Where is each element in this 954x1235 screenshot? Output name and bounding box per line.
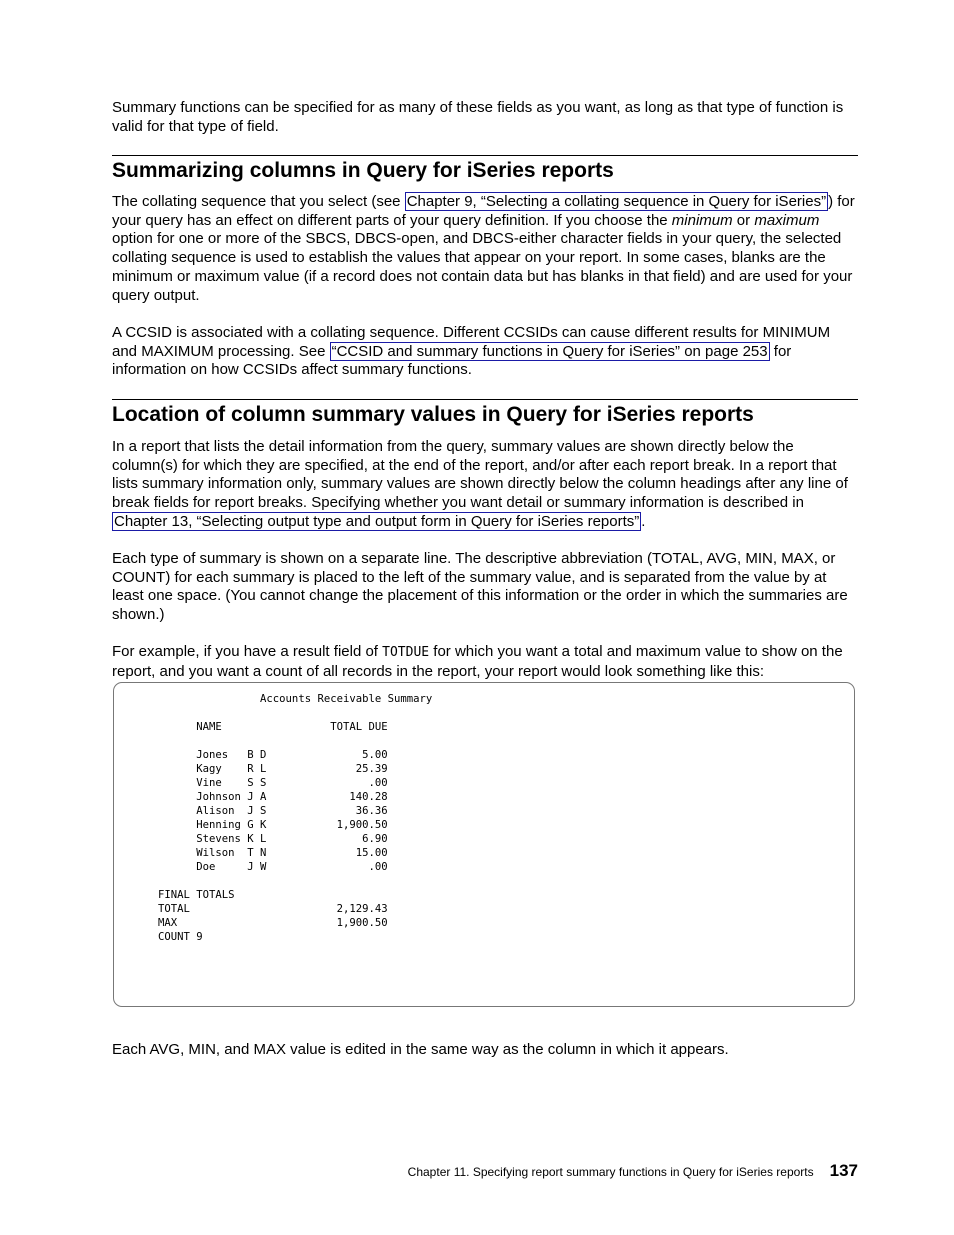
section-rule <box>112 399 858 400</box>
text-run: The collating sequence that you select (see <box>112 193 405 210</box>
section-heading-location: Location of column summary values in Query for iSeries reports <box>112 403 754 426</box>
chapter13-link[interactable]: Chapter 13, “Selecting output type and output form in Query for iSeries reports” <box>114 512 640 530</box>
ccsid-link[interactable]: “CCSID and summary functions in Query for iSeries” on page 253 <box>331 342 768 360</box>
text-run: For example, if you have a result field of <box>112 643 383 660</box>
page-footer <box>408 1161 858 1181</box>
emphasis-maximum: maximum <box>754 211 820 229</box>
section-heading-summarizing: Summarizing columns in Query for iSeries reports <box>112 159 614 182</box>
ccsid-paragraph <box>112 324 858 380</box>
text-run: or <box>732 211 755 229</box>
example-paragraph <box>112 643 858 681</box>
chapter9-link[interactable]: Chapter 9, “Selecting a collating sequence in Query for iSeries” <box>406 193 827 210</box>
emphasis-minimum: minimum <box>671 211 733 229</box>
location-paragraph <box>112 438 858 532</box>
section-rule <box>112 155 858 156</box>
field-name-code: TOTDUE <box>382 645 430 660</box>
text-run: for information on how CCSIDs affect summary functions. <box>112 342 792 379</box>
intro-paragraph: Summary functions can be specified for as many of these fields as you want, as long as that type of function is valid for that type of field. <box>112 99 844 135</box>
report-listing: Accounts Receivable Summary NAME TOTAL DUE Jones B D 5.00 Kagy R L 25.39 Vine S S .00 Johnson J A 140.28 Alison J S 36.36 Henning G K 1,900.50 Stevens K L 6.90 Wilson T N 15.00 Doe J W .00 FINAL TOTALS TOTAL 2,129.43 MAX 1,900.50 COUNT 9 <box>158 693 433 943</box>
text-run: ) for your query has an effect on different parts of your query definition. If you choose the <box>112 193 855 229</box>
text-run: A CCSID is associated with a collating sequence. Different CCSIDs can cause different results for MINIMUM and MAXIMUM processing. See <box>112 324 831 360</box>
page-number: 137 <box>829 1161 858 1180</box>
text-run: In a report that lists the detail information from the query, summary values are shown directly below the column(s) for which they are specified, at the end of the report, and/or after each report break. In a report that lists summary information only, summary values are shown directly below the column headings after any line of break fields for report breaks. Specifying whether you want detail or summary information is described in <box>112 438 848 512</box>
text-run: option for one or more of the SBCS, DBCS-open, and DBCS-either character fields in your query, the selected collating sequence is used to establish the values that appear on your report. In some cases, blanks are the minimum or maximum value (if a record does not contain data but has blanks in that field) and are used for your query output. <box>112 230 853 304</box>
text-run: . <box>641 512 646 530</box>
collating-paragraph <box>112 193 858 305</box>
summary-type-paragraph: Each type of summary is shown on a separate line. The descriptive abbreviation (TOTAL, AVG, MIN, MAX, or COUNT) for each summary is placed to the left of the summary value, and is separated from the value by at least one space. (You cannot change the placement of this information or the order in which the summaries are shown.) <box>112 550 848 624</box>
footer-chapter-title: Chapter 11. Specifying report summary functions in Query for iSeries reports <box>407 1165 814 1179</box>
closing-paragraph: Each AVG, MIN, and MAX value is edited in the same way as the column in which it appears. <box>112 1041 729 1058</box>
text-run: for which you want a total and maximum value to show on the report, and you want a count of all records in the report, your report would look something like this: <box>112 643 843 680</box>
